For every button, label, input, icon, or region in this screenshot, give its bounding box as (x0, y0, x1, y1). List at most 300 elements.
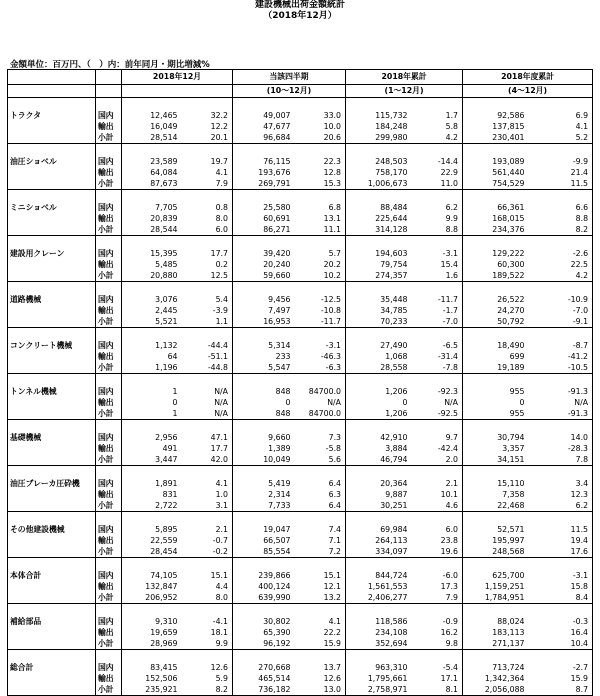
row-type-label: 小計 (96, 316, 122, 328)
change-pct-cell: -3.9 (212, 306, 228, 315)
amount-cell: 16,953 (233, 316, 291, 328)
change-pct-cell: -5.4 (442, 663, 459, 672)
amount-cell: 754,529 (463, 178, 525, 190)
change-pct-cell: 15.1 (323, 571, 342, 580)
amount-cell: 28,454 (122, 546, 178, 558)
change-pct-cell: 12.2 (210, 122, 228, 131)
row-type-label: 輸出 (98, 444, 114, 453)
amount-cell: 248,503 (346, 156, 408, 167)
change-pct-cell: 7.1 (328, 536, 342, 545)
amount-cell: 491 (122, 443, 178, 454)
row-type-label: 輸出 (98, 214, 114, 223)
change-pct-cell: 13.7 (323, 663, 342, 672)
amount-cell: 34,151 (463, 454, 525, 466)
change-pct-cell: 84700.0 (308, 387, 342, 396)
change-pct-cell: 9.8 (408, 638, 463, 650)
category-label (8, 167, 96, 178)
category-label (8, 500, 96, 512)
category-label (8, 213, 96, 224)
change-pct-cell: -3.1 (442, 249, 459, 258)
change-pct-cell: -0.9 (442, 617, 459, 626)
header-ytd-range: (1～12月) (346, 85, 463, 98)
amount-cell: 1,206 (346, 386, 408, 397)
table-row (8, 454, 593, 466)
change-pct-cell: 17.7 (210, 444, 228, 453)
table-row (8, 305, 593, 316)
table-row (8, 524, 593, 535)
change-pct-cell: 1.7 (445, 111, 459, 120)
amount-cell: 20,839 (122, 213, 178, 224)
amount-cell: 85,554 (233, 546, 291, 558)
amount-cell: 239,866 (233, 570, 291, 581)
change-pct-cell: N/A (327, 398, 342, 407)
change-pct-cell: -0.3 (572, 617, 589, 626)
amount-cell: 193,676 (233, 167, 291, 178)
amount-cell: 234,108 (346, 627, 408, 638)
change-pct-cell: -31.4 (437, 352, 459, 361)
table-row (8, 673, 593, 684)
amount-cell: 194,603 (346, 248, 408, 259)
change-pct-cell: 1.6 (408, 270, 463, 282)
row-type-label: 国内 (98, 571, 114, 580)
amount-cell: 1,206 (346, 408, 408, 420)
amount-cell: 25,580 (233, 202, 291, 213)
amount-cell: 64,084 (122, 167, 178, 178)
amount-cell: 52,571 (463, 524, 525, 535)
amount-cell: 115,732 (346, 110, 408, 121)
change-pct-cell: -0.7 (212, 536, 228, 545)
amount-cell: 206,952 (122, 592, 178, 604)
table-row (8, 270, 593, 282)
row-type-label: 国内 (98, 617, 114, 626)
table-row (8, 432, 593, 443)
amount-cell: 1 (122, 408, 178, 420)
category-label (8, 592, 96, 604)
amount-cell: 269,791 (233, 178, 291, 190)
amount-cell: 5,521 (122, 316, 178, 328)
change-pct-cell: -92.3 (437, 387, 459, 396)
amount-cell: 561,440 (463, 167, 525, 178)
category-label (8, 408, 96, 420)
amount-cell: 70,233 (346, 316, 408, 328)
row-type-label: 輸出 (98, 352, 114, 361)
change-pct-cell: -14.4 (437, 157, 459, 166)
change-pct-cell: 22.3 (323, 157, 342, 166)
category-label: 油圧ブレーカ圧砕機 (8, 478, 96, 489)
amount-cell: 1,795,661 (346, 673, 408, 684)
amount-cell: 625,700 (463, 570, 525, 581)
category-label (8, 270, 96, 282)
row-type-label: 国内 (98, 295, 114, 304)
change-pct-cell: 10.4 (525, 638, 593, 650)
change-pct-cell: 11.5 (570, 525, 589, 534)
change-pct-cell: 0.2 (215, 260, 228, 269)
amount-cell: 2,956 (122, 432, 178, 443)
change-pct-cell: 6.2 (525, 500, 593, 512)
amount-cell: 28,969 (122, 638, 178, 650)
header-row (8, 70, 593, 85)
change-pct-cell: 4.1 (575, 122, 589, 131)
change-pct-cell: 3.4 (575, 479, 589, 488)
group-spacer (8, 328, 593, 341)
amount-cell: 9,660 (233, 432, 291, 443)
change-pct-cell: 16.4 (570, 628, 589, 637)
amount-cell: 118,586 (346, 616, 408, 627)
amount-cell: 9,310 (122, 616, 178, 627)
header-month: 2018年12月 (122, 70, 233, 85)
row-type-label: 小計 (96, 270, 122, 282)
change-pct-cell: 17.6 (525, 546, 593, 558)
change-pct-cell: -6.5 (442, 341, 459, 350)
amount-cell: 86,271 (233, 224, 291, 236)
category-label (8, 316, 96, 328)
amount-cell: 34,785 (346, 305, 408, 316)
change-pct-cell: 8.8 (575, 214, 589, 223)
change-pct-cell: -3.1 (325, 341, 342, 350)
amount-cell: 64 (122, 351, 178, 362)
row-type-label: 輸出 (98, 628, 114, 637)
table-row (8, 259, 593, 270)
amount-cell: 46,794 (346, 454, 408, 466)
table-row (8, 500, 593, 512)
category-label: 道路機械 (8, 294, 96, 305)
amount-cell: 22,468 (463, 500, 525, 512)
change-pct-cell: -44.4 (207, 341, 228, 350)
amount-cell: 74,105 (122, 570, 178, 581)
row-type-label: 輸出 (98, 490, 114, 499)
change-pct-cell: -91.3 (525, 408, 593, 420)
change-pct-cell: 1.1 (178, 316, 233, 328)
amount-cell: 299,980 (346, 132, 408, 144)
amount-cell: 1,389 (233, 443, 291, 454)
category-label: 建設用クレーン (8, 248, 96, 259)
amount-cell: 20,364 (346, 478, 408, 489)
header-row-2 (8, 85, 593, 98)
row-type-label: 輸出 (98, 168, 114, 177)
row-type-label: 国内 (98, 111, 114, 120)
amount-cell: 79,754 (346, 259, 408, 270)
category-label: その他建設機械 (8, 524, 96, 535)
amount-cell: 1,891 (122, 478, 178, 489)
amount-cell: 2,722 (122, 500, 178, 512)
change-pct-cell: 16.2 (440, 628, 459, 637)
table-row (8, 362, 593, 374)
amount-cell: 9,887 (346, 489, 408, 500)
amount-cell: 28,544 (122, 224, 178, 236)
category-label (8, 121, 96, 132)
category-label (8, 397, 96, 408)
table-row (8, 178, 593, 190)
amount-cell: 848 (233, 408, 291, 420)
amount-cell: 27,490 (346, 340, 408, 351)
amount-cell: 352,694 (346, 638, 408, 650)
header-quarter-range: (10～12月) (233, 85, 346, 98)
header-ytd: 2018年累計 (346, 70, 463, 85)
amount-cell: 7,358 (463, 489, 525, 500)
table-row (8, 316, 593, 328)
category-label (8, 581, 96, 592)
group-spacer (8, 466, 593, 479)
table-row (8, 156, 593, 167)
amount-cell: 15,110 (463, 478, 525, 489)
table-row (8, 478, 593, 489)
change-pct-cell: -51.1 (207, 352, 228, 361)
table-row (8, 340, 593, 351)
change-pct-cell: 6.4 (328, 479, 342, 488)
amount-cell: 2,314 (233, 489, 291, 500)
amount-cell: 30,794 (463, 432, 525, 443)
amount-cell: 96,684 (233, 132, 291, 144)
change-pct-cell: 5.9 (215, 674, 228, 683)
row-type-label: 小計 (96, 132, 122, 144)
amount-cell: 5,419 (233, 478, 291, 489)
group-spacer (8, 98, 593, 111)
change-pct-cell: -2.6 (572, 249, 589, 258)
amount-cell: 83,415 (122, 662, 178, 673)
change-pct-cell: 11.1 (291, 224, 346, 236)
table-row (8, 408, 593, 420)
category-label (8, 638, 96, 650)
change-pct-cell: 8.8 (408, 224, 463, 236)
amount-cell: 19,659 (122, 627, 178, 638)
row-type-label: 国内 (98, 479, 114, 488)
amount-cell: 639,990 (233, 592, 291, 604)
amount-cell: 1 (122, 386, 178, 397)
amount-cell: 184,248 (346, 121, 408, 132)
table-row (8, 121, 593, 132)
row-type-label: 国内 (98, 203, 114, 212)
shipment-table (7, 69, 593, 696)
amount-cell: 66,507 (233, 535, 291, 546)
amount-cell: 49,007 (233, 110, 291, 121)
amount-cell: 42,910 (346, 432, 408, 443)
change-pct-cell: 15.9 (291, 638, 346, 650)
change-pct-cell: 12.3 (570, 490, 589, 499)
amount-cell: 92,586 (463, 110, 525, 121)
change-pct-cell: 15.9 (570, 674, 589, 683)
category-label (8, 259, 96, 270)
amount-cell: 26,522 (463, 294, 525, 305)
change-pct-cell: 5.4 (215, 295, 228, 304)
amount-cell: 1,132 (122, 340, 178, 351)
amount-cell: 0 (233, 397, 291, 408)
group-spacer (8, 558, 593, 571)
change-pct-cell: 4.1 (328, 617, 342, 626)
amount-cell: 193,089 (463, 156, 525, 167)
row-type-label: 小計 (96, 592, 122, 604)
amount-cell: 96,192 (233, 638, 291, 650)
table-row (8, 581, 593, 592)
amount-cell: 271,137 (463, 638, 525, 650)
amount-cell: 50,792 (463, 316, 525, 328)
amount-cell: 699 (463, 351, 525, 362)
amount-cell: 235,921 (122, 684, 178, 696)
change-pct-cell: -5.8 (325, 444, 342, 453)
change-pct-cell: 10.1 (440, 490, 459, 499)
amount-cell: 233 (233, 351, 291, 362)
change-pct-cell: 33.0 (323, 111, 342, 120)
amount-cell: 234,376 (463, 224, 525, 236)
table-row (8, 397, 593, 408)
group-spacer (8, 190, 593, 203)
change-pct-cell: N/A (178, 408, 233, 420)
amount-cell: 230,401 (463, 132, 525, 144)
amount-cell: 9,456 (233, 294, 291, 305)
change-pct-cell: 42.0 (178, 454, 233, 466)
change-pct-cell: 8.1 (408, 684, 463, 696)
change-pct-cell: 5.8 (445, 122, 459, 131)
amount-cell: 274,357 (346, 270, 408, 282)
change-pct-cell: 4.1 (215, 168, 228, 177)
amount-cell: 28,558 (346, 362, 408, 374)
change-pct-cell: 3.1 (178, 500, 233, 512)
amount-cell: 713,724 (463, 662, 525, 673)
row-type-label: 輸出 (98, 122, 114, 131)
amount-cell: 314,128 (346, 224, 408, 236)
change-pct-cell: 6.0 (178, 224, 233, 236)
amount-cell: 7,705 (122, 202, 178, 213)
change-pct-cell: 7.2 (291, 546, 346, 558)
change-pct-cell: 13.0 (291, 684, 346, 696)
change-pct-cell: -9.9 (572, 157, 589, 166)
header-fy-range: (4～12月) (463, 85, 593, 98)
change-pct-cell: 15.1 (210, 571, 228, 580)
category-label (8, 305, 96, 316)
amount-cell: 168,015 (463, 213, 525, 224)
change-pct-cell: 20.2 (323, 260, 342, 269)
change-pct-cell: 15.3 (291, 178, 346, 190)
amount-cell: 66,361 (463, 202, 525, 213)
change-pct-cell: 10.2 (291, 270, 346, 282)
change-pct-cell: 1.0 (215, 490, 228, 499)
change-pct-cell: 4.1 (215, 479, 228, 488)
change-pct-cell: -42.4 (437, 444, 459, 453)
header-quarter: 当該四半期 (233, 70, 346, 85)
change-pct-cell: 6.0 (445, 525, 459, 534)
category-label (8, 535, 96, 546)
group-spacer (8, 512, 593, 525)
amount-cell: 758,170 (346, 167, 408, 178)
amount-cell: 189,522 (463, 270, 525, 282)
change-pct-cell: 20.6 (291, 132, 346, 144)
change-pct-cell: 7.8 (525, 454, 593, 466)
change-pct-cell: 13.2 (291, 592, 346, 604)
amount-cell: 5,547 (233, 362, 291, 374)
change-pct-cell: 13.1 (323, 214, 342, 223)
change-pct-cell: -8.7 (572, 341, 589, 350)
amount-cell: 1,006,673 (346, 178, 408, 190)
table-row (8, 616, 593, 627)
change-pct-cell: 7.9 (408, 592, 463, 604)
table-row (8, 570, 593, 581)
change-pct-cell: 12.1 (323, 582, 342, 591)
row-type-label: 小計 (96, 684, 122, 696)
amount-cell: 35,448 (346, 294, 408, 305)
change-pct-cell: 7.4 (328, 525, 342, 534)
amount-cell: 0 (122, 397, 178, 408)
amount-cell: 264,113 (346, 535, 408, 546)
amount-cell: 1,159,251 (463, 581, 525, 592)
amount-cell: 47,677 (233, 121, 291, 132)
amount-cell: 2,758,971 (346, 684, 408, 696)
row-type-label: 輸出 (98, 260, 114, 269)
group-spacer (8, 604, 593, 617)
amount-cell: 955 (463, 408, 525, 420)
change-pct-cell: -46.3 (320, 352, 342, 361)
amount-cell: 3,357 (463, 443, 525, 454)
amount-cell: 248,568 (463, 546, 525, 558)
row-type-label: 輸出 (98, 674, 114, 683)
change-pct-cell: 19.7 (210, 157, 228, 166)
change-pct-cell: -28.3 (567, 444, 589, 453)
change-pct-cell: 5.2 (525, 132, 593, 144)
table-row (8, 638, 593, 650)
change-pct-cell: -11.7 (437, 295, 459, 304)
unit-note: 金額単位：百万円、（ ）内：前年同月・期比増減% (10, 60, 210, 70)
group-spacer (8, 420, 593, 433)
amount-cell: 3,884 (346, 443, 408, 454)
category-label (8, 489, 96, 500)
header-fy: 2018年度累計 (463, 70, 593, 85)
category-label (8, 443, 96, 454)
row-type-label: 国内 (98, 249, 114, 258)
change-pct-cell: 14.0 (570, 433, 589, 442)
change-pct-cell: -11.7 (291, 316, 346, 328)
row-type-label: 輸出 (98, 536, 114, 545)
amount-cell: 16,049 (122, 121, 178, 132)
category-label (8, 673, 96, 684)
change-pct-cell: 9.9 (445, 214, 459, 223)
table-row (8, 592, 593, 604)
change-pct-cell: -7.0 (572, 306, 589, 315)
change-pct-cell: -7.8 (408, 362, 463, 374)
change-pct-cell: 8.2 (178, 684, 233, 696)
amount-cell: 1,342,364 (463, 673, 525, 684)
change-pct-cell: -0.2 (178, 546, 233, 558)
category-label: 本体合計 (8, 570, 96, 581)
amount-cell: 69,984 (346, 524, 408, 535)
amount-cell: 22,559 (122, 535, 178, 546)
table-row (8, 294, 593, 305)
amount-cell: 225,644 (346, 213, 408, 224)
change-pct-cell: -10.9 (567, 295, 589, 304)
change-pct-cell: 6.6 (575, 203, 589, 212)
amount-cell: 76,115 (233, 156, 291, 167)
amount-cell: 19,047 (233, 524, 291, 535)
row-type-label: 国内 (98, 663, 114, 672)
change-pct-cell: 17.3 (440, 582, 459, 591)
amount-cell: 132,847 (122, 581, 178, 592)
change-pct-cell: 9.9 (178, 638, 233, 650)
change-pct-cell: 8.7 (525, 684, 593, 696)
change-pct-cell: 8.2 (525, 224, 593, 236)
change-pct-cell: -7.0 (408, 316, 463, 328)
change-pct-cell: 5.7 (328, 249, 342, 258)
amount-cell: 12,465 (122, 110, 178, 121)
category-label (8, 627, 96, 638)
change-pct-cell: 8.4 (525, 592, 593, 604)
change-pct-cell: 4.6 (408, 500, 463, 512)
change-pct-cell: 18.1 (210, 628, 228, 637)
change-pct-cell: -6.3 (291, 362, 346, 374)
row-type-label: 国内 (98, 387, 114, 396)
category-label (8, 132, 96, 144)
group-spacer (8, 650, 593, 663)
change-pct-cell: 15.4 (440, 260, 459, 269)
table-row (8, 213, 593, 224)
amount-cell: 30,802 (233, 616, 291, 627)
amount-cell: 20,240 (233, 259, 291, 270)
